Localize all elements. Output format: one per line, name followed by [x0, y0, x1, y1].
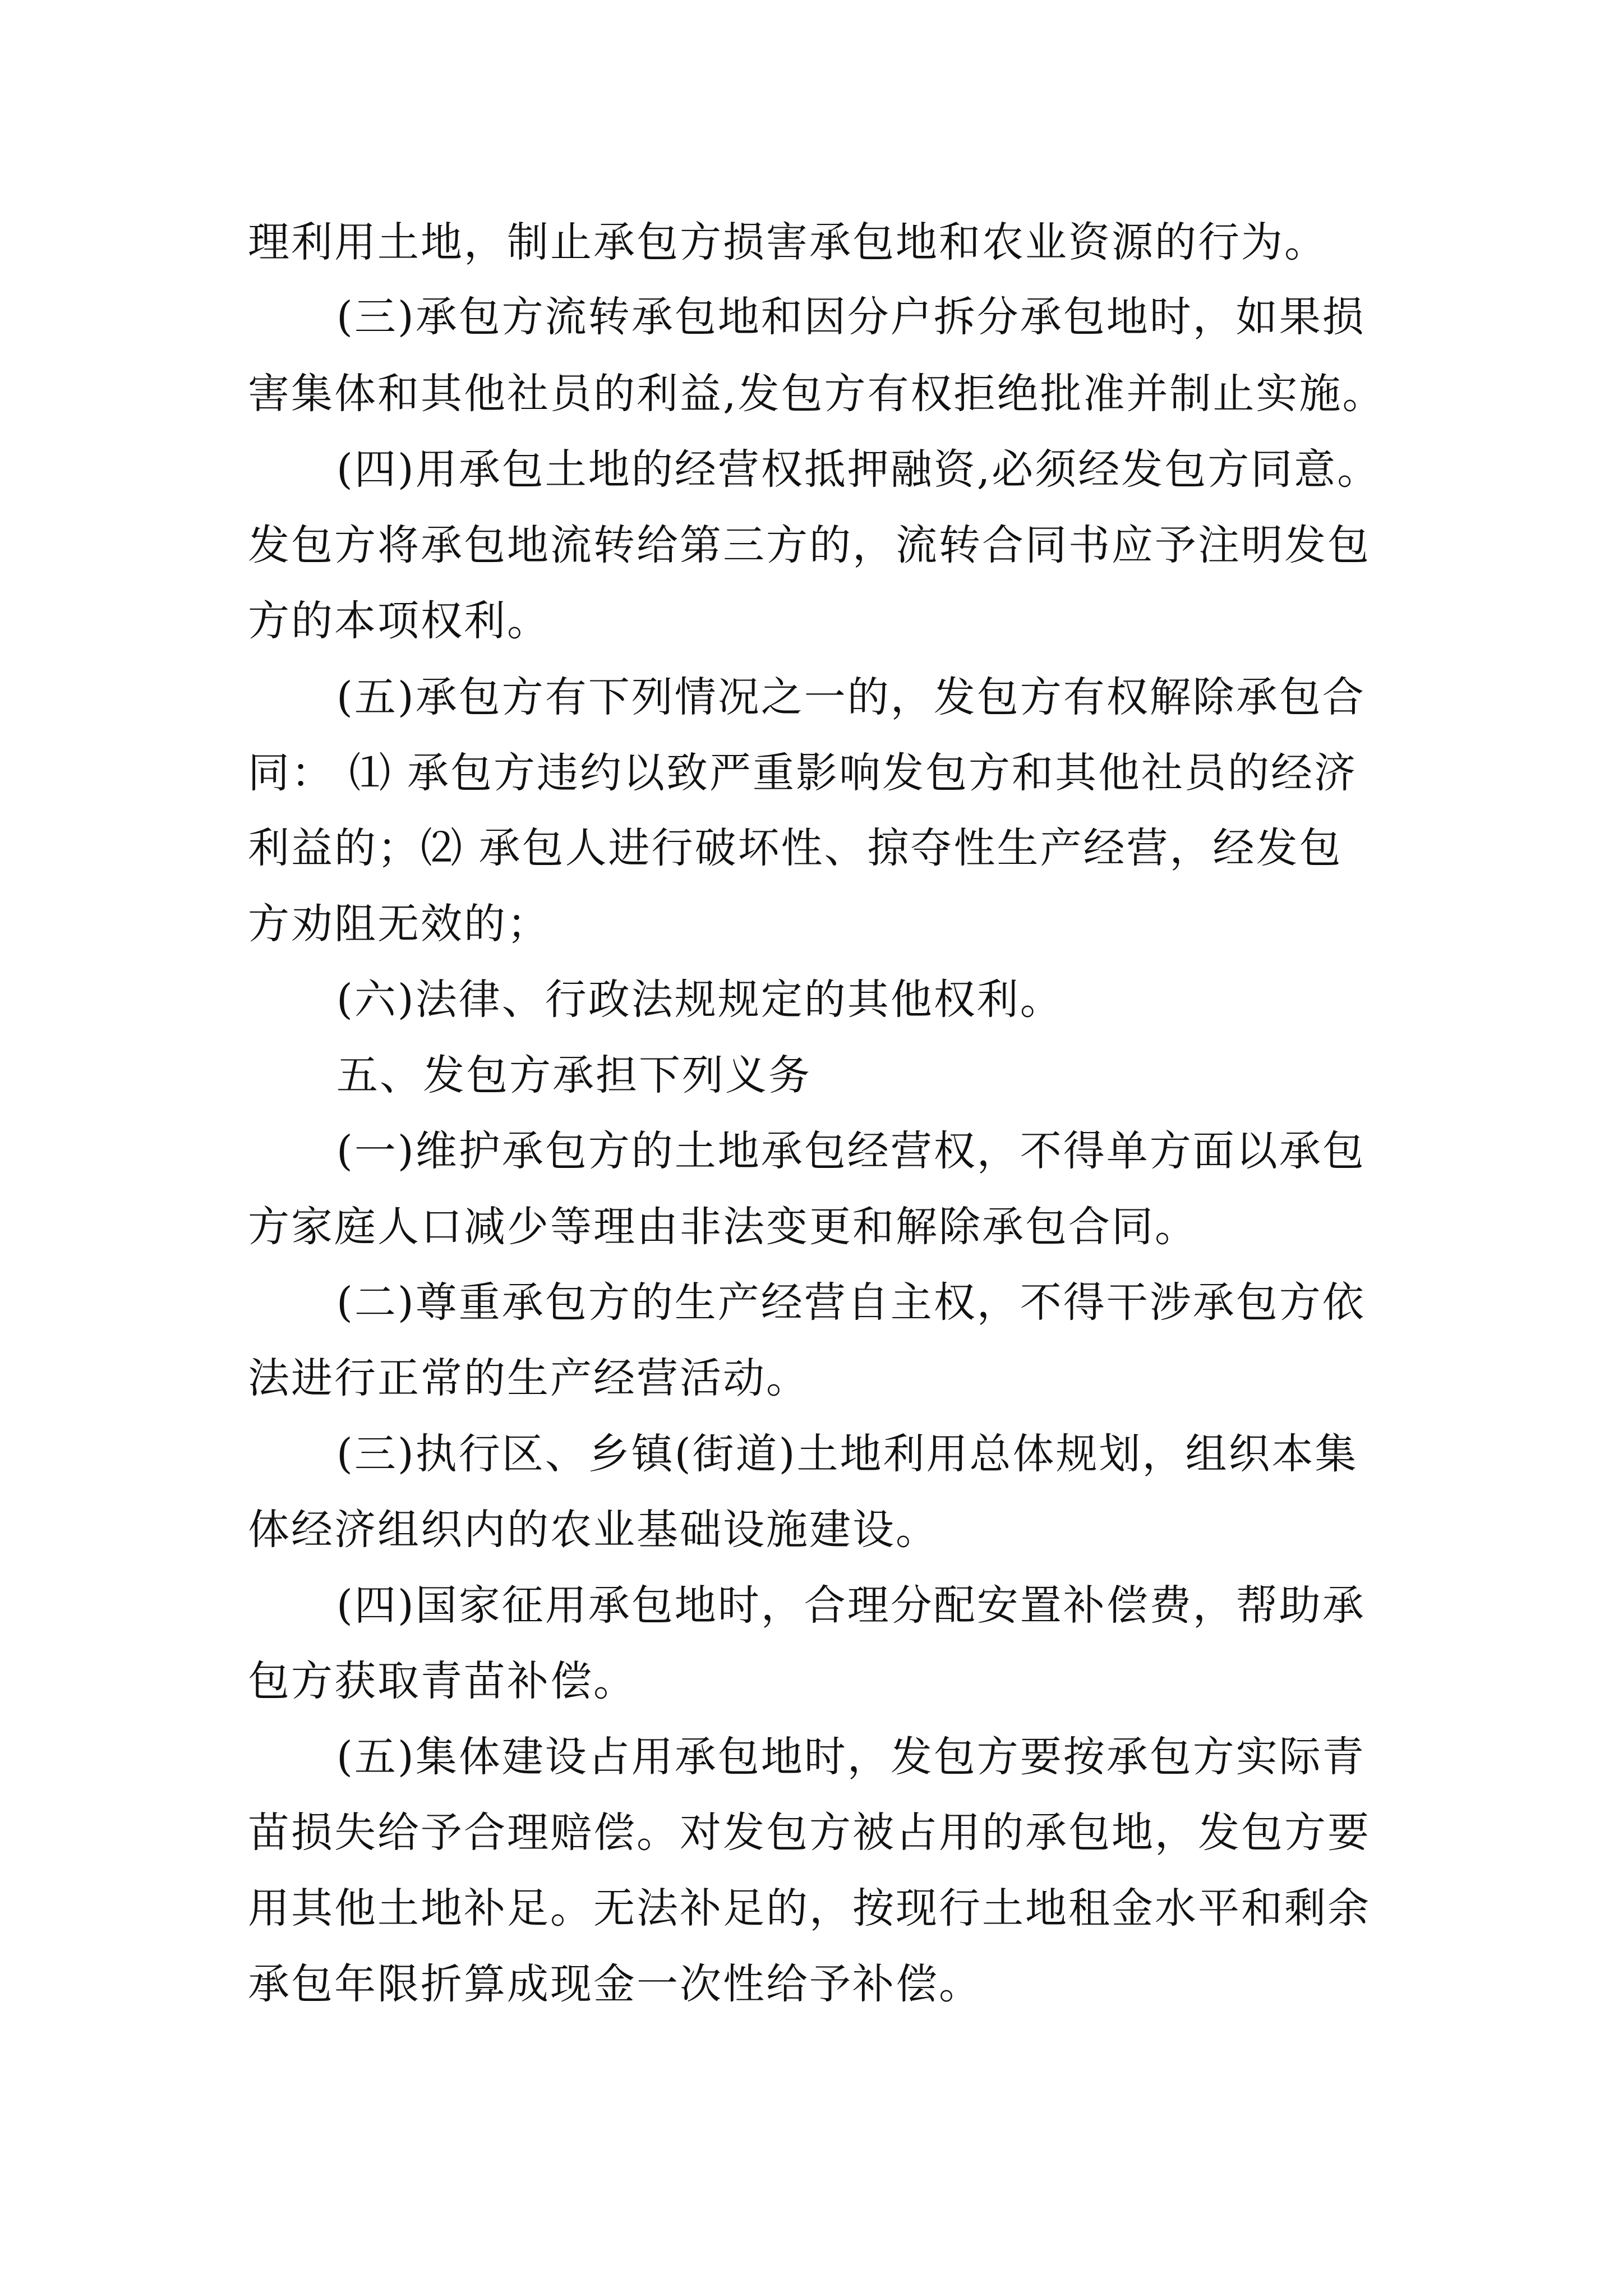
text-line: 方的本项权利。: [248, 597, 550, 645]
text-line: (三)执行区、乡镇(街道)土地利用总体规划，组织本集: [336, 1430, 1358, 1478]
text-line: 利益的；⑵ 承包人进行破坏性、掠夺性生产经营，经发包: [248, 824, 1343, 872]
text-line: (五)承包方有下列情况之一的，发包方有权解除承包合: [336, 673, 1366, 721]
text-line: (四)用承包土地的经营权抵押融资,必须经发包方同意。: [336, 445, 1381, 494]
section-heading: 五、发包方承担下列义务: [336, 1051, 811, 1099]
text-line: 害集体和其他社员的利益,发包方有权拒绝批准并制止实施。: [248, 370, 1386, 418]
text-line: 方家庭人口减少等理由非法变更和解除承包合同。: [248, 1203, 1198, 1251]
text-line: 承包年限折算成现金一次性给予补偿。: [248, 1960, 982, 2008]
text-line: (四)国家征用承包地时，合理分配安置补偿费，帮助承: [336, 1581, 1366, 1630]
text-line: (一)维护承包方的土地承包经营权，不得单方面以承包: [336, 1127, 1366, 1175]
text-line: 包方获取青苗补偿。: [248, 1657, 637, 1705]
text-line: 法进行正常的生产经营活动。: [248, 1354, 809, 1402]
text-line: (五)集体建设占用承包地时，发包方要按承包方实际青: [336, 1733, 1366, 1781]
text-line: 方劝阻无效的；: [248, 900, 550, 948]
text-line: 苗损失给予合理赔偿。对发包方被占用的承包地，发包方要: [248, 1809, 1371, 1857]
text-line: 体经济组织内的农业基础设施建设。: [248, 1506, 939, 1554]
text-line: 发包方将承包地流转给第三方的，流转合同书应予注明发包: [248, 521, 1371, 569]
text-line: (六)法律、行政法规规定的其他权利。: [336, 976, 1063, 1024]
text-line: 理利用土地，制止承包方损害承包地和农业资源的行为。: [248, 218, 1327, 266]
text-line: (三)承包方流转承包地和因分户拆分承包地时，如果损: [336, 293, 1366, 341]
text-line: 同： ⑴ 承包方违约以致严重影响发包方和其他社员的经济: [248, 749, 1358, 797]
text-line: 用其他土地补足。无法补足的，按现行土地租金水平和剩余: [248, 1884, 1371, 1932]
text-line: (二)尊重承包方的生产经营自主权，不得干涉承包方依: [336, 1278, 1366, 1327]
